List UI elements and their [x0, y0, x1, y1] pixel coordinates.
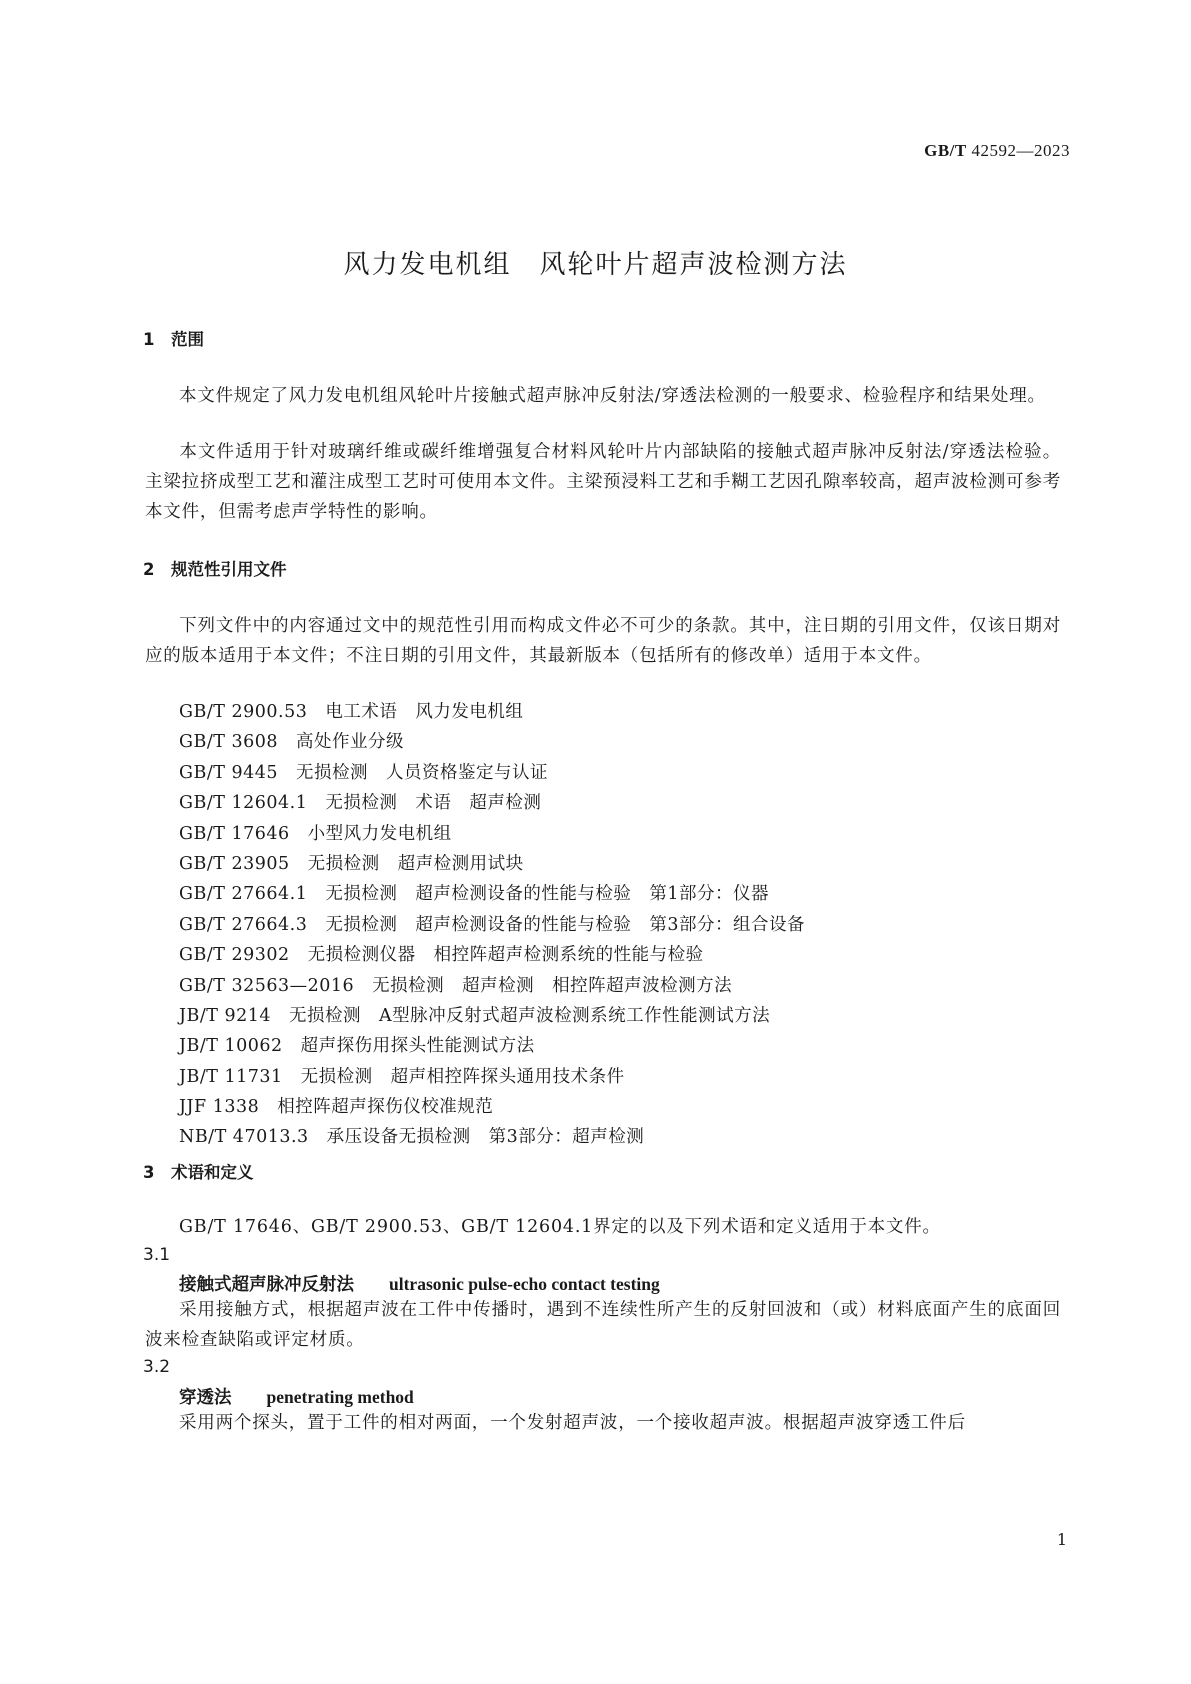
- standard-number: 42592—2023: [971, 141, 1070, 160]
- paragraph-text: GB/T 17646、GB/T 2900.53、GB/T 12604.1界定的以及下列术语和定义适用于本文件。: [179, 1217, 941, 1237]
- section-1-paragraph-2: [145, 437, 1061, 527]
- paragraph-text: 本文件规定了风力发电机组风轮叶片接触式超声脉冲反射法/穿透法检测的一般要求、检验程序和结果处理。: [179, 386, 1046, 406]
- term-english: ultrasonic pulse-echo contact testing: [389, 1274, 660, 1294]
- paragraph-text: 采用两个探头，置于工件的相对两面，一个发射超声波，一个接收超声波。根据超声波穿透工件后: [179, 1413, 966, 1433]
- standard-prefix: GB/T: [924, 141, 967, 160]
- clause-number: 3.1: [143, 1245, 171, 1265]
- term-chinese: 接触式超声脉冲反射法: [179, 1275, 354, 1295]
- reference-list: [179, 697, 805, 1153]
- reference-item: GB/T 27664.1 无损检测 超声检测设备的性能与检验 第1部分：仪器: [179, 884, 769, 905]
- reference-item: GB/T 3608 高处作业分级: [179, 732, 405, 753]
- document-title: 风力发电机组 风轮叶片超声波检测方法: [343, 250, 848, 280]
- section-1-paragraph-1: [145, 381, 1061, 411]
- reference-item: GB/T 12604.1 无损检测 术语 超声检测: [179, 793, 542, 814]
- term-entry: [179, 1384, 414, 1409]
- term-definition: [145, 1295, 1061, 1355]
- standard-code: [924, 141, 1070, 161]
- term-definition: [145, 1408, 1061, 1438]
- clause-number: 3.2: [143, 1357, 171, 1377]
- paragraph-text: 本文件适用于针对玻璃纤维或碳纤维增强复合材料风轮叶片内部缺陷的接触式超声脉冲反射法/穿透法检验。主梁拉挤成型工艺和灌注成型工艺时可使用本文件。主梁预浸料工艺和手糊工艺因孔隙率较高，超声波检测可参考本文件，但需考虑声学特性的影响。: [145, 442, 1061, 522]
- section-1-heading: 1 范围: [143, 330, 204, 349]
- reference-item: GB/T 17646 小型风力发电机组: [179, 823, 452, 844]
- reference-item: JB/T 11731 无损检测 超声相控阵探头通用技术条件: [179, 1066, 625, 1087]
- reference-item: GB/T 32563—2016 无损检测 超声检测 相控阵超声波检测方法: [179, 975, 733, 996]
- paragraph-text: 下列文件中的内容通过文中的规范性引用而构成文件必不可少的条款。其中，注日期的引用文件，仅该日期对应的版本适用于本文件；不注日期的引用文件，其最新版本（包括所有的修改单）适用于本文件。: [145, 616, 1061, 666]
- page-number: 1: [1056, 1530, 1067, 1549]
- reference-item: NB/T 47013.3 承压设备无损检测 第3部分：超声检测: [179, 1127, 645, 1148]
- term-chinese: 穿透法: [179, 1388, 232, 1408]
- term-english: penetrating method: [266, 1387, 414, 1407]
- reference-item: GB/T 2900.53 电工术语 风力发电机组: [179, 702, 524, 722]
- term-entry: [179, 1271, 660, 1296]
- reference-item: GB/T 23905 无损检测 超声检测用试块: [179, 853, 524, 874]
- reference-item: JB/T 10062 超声探伤用探头性能测试方法: [179, 1036, 535, 1057]
- section-3-intro: [145, 1212, 1061, 1242]
- reference-item: JB/T 9214 无损检测 A型脉冲反射式超声波检测系统工作性能测试方法: [179, 1005, 771, 1026]
- section-2-heading: 2 规范性引用文件: [143, 560, 287, 579]
- reference-item: GB/T 29302 无损检测仪器 相控阵超声检测系统的性能与检验: [179, 945, 704, 966]
- reference-item: GB/T 27664.3 无损检测 超声检测设备的性能与检验 第3部分：组合设备: [179, 914, 805, 935]
- paragraph-text: 采用接触方式，根据超声波在工件中传播时，遇到不连续性所产生的反射回波和（或）材料底面产生的底面回波来检查缺陷或评定材质。: [145, 1300, 1061, 1350]
- reference-item: GB/T 9445 无损检测 人员资格鉴定与认证: [179, 762, 549, 783]
- section-3-heading: 3 术语和定义: [143, 1163, 254, 1182]
- reference-item: JJF 1338 相控阵超声探伤仪校准规范: [179, 1097, 494, 1118]
- section-2-intro: [145, 611, 1061, 671]
